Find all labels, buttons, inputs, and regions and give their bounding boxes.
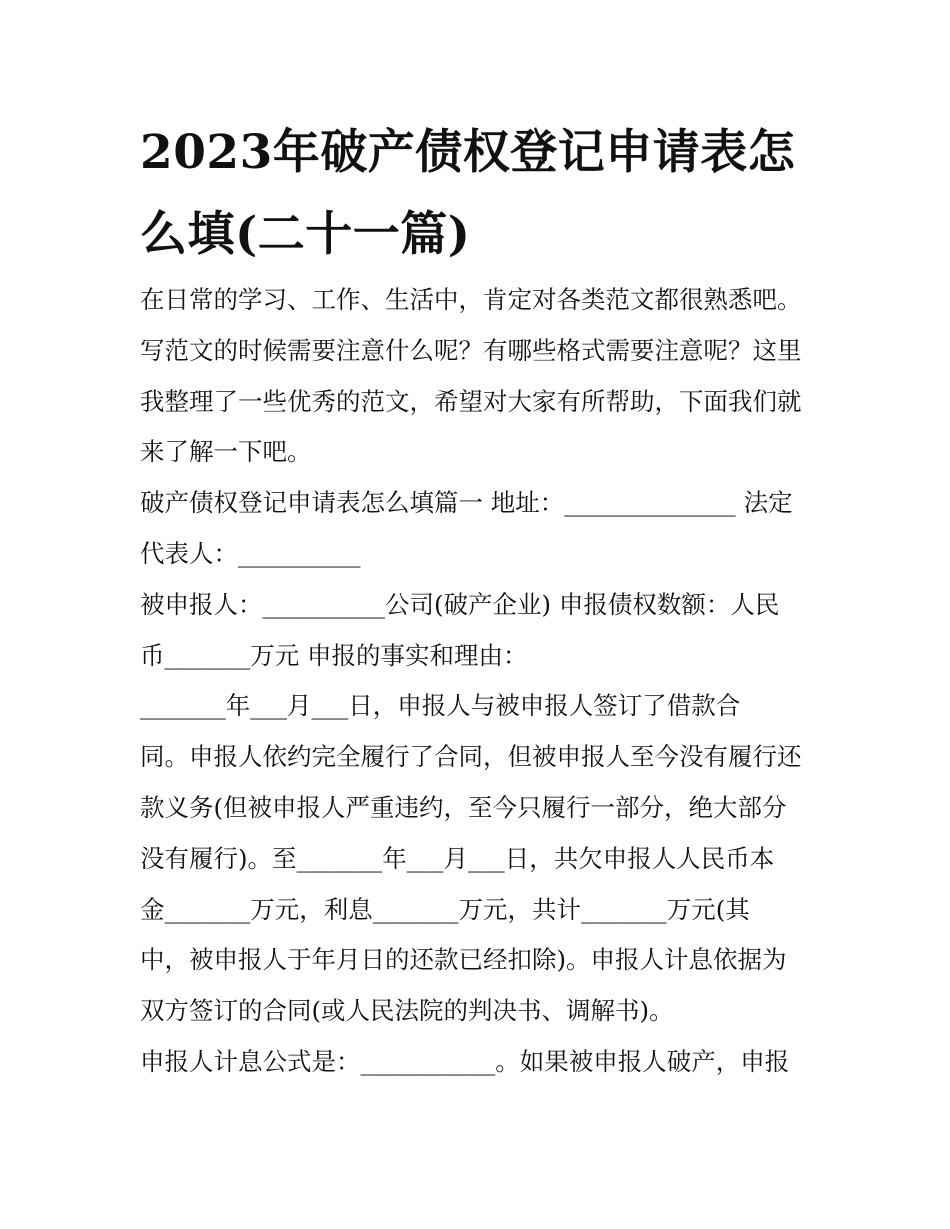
- text-line: 我整理了一些优秀的范文，希望对大家有所帮助，下面我们就: [140, 386, 802, 416]
- text-line: 申报人计息公式是：___________。如果被申报人破产，申报: [140, 1046, 790, 1076]
- text-line: 被申报人：__________公司(破产企业) 申报债权数额：人民: [140, 589, 780, 619]
- text-line: 破产债权登记申请表怎么填篇一 地址：______________ 法定: [140, 488, 793, 518]
- facts-paragraph: [140, 681, 830, 1037]
- text-line: 同。申报人依约完全履行了合同，但被申报人至今没有履行还: [140, 742, 802, 772]
- respondent-paragraph: [140, 580, 830, 682]
- intro-paragraph: [140, 275, 830, 478]
- text-line: 币_______万元 申报的事实和理由：: [140, 640, 528, 670]
- title-line: 么填(二十一篇): [140, 207, 471, 262]
- title-line: 2023年破产债权登记申请表怎: [140, 125, 796, 180]
- formula-paragraph: [140, 1037, 830, 1088]
- text-line: 在日常的学习、工作、生活中，肯定对各类范文都很熟悉吧。: [140, 285, 802, 314]
- text-line: 双方签订的合同(或人民法院的判决书、调解书)。: [140, 996, 674, 1026]
- text-line: 中，被申报人于年月日的还款已经扣除)。申报人计息依据为: [140, 945, 787, 975]
- text-line: 没有履行)。至_______年___月___日，共欠申报人人民币本: [140, 843, 775, 873]
- text-line: 代表人：__________: [140, 538, 361, 568]
- text-line: _______年___月___日，申报人与被申报人签订了借款合: [140, 691, 741, 721]
- text-line: 来了解一下吧。: [140, 437, 312, 467]
- text-line: 写范文的时候需要注意什么呢？有哪些格式需要注意呢？这里: [140, 335, 802, 365]
- text-line: 金_______万元，利息_______万元，共计_______万元(其: [140, 894, 750, 924]
- address-paragraph: [140, 478, 830, 580]
- text-line: 款义务(但被申报人严重违约，至今只履行一部分，绝大部分: [140, 792, 787, 822]
- document-body: [140, 275, 830, 1088]
- document-title: [140, 112, 840, 276]
